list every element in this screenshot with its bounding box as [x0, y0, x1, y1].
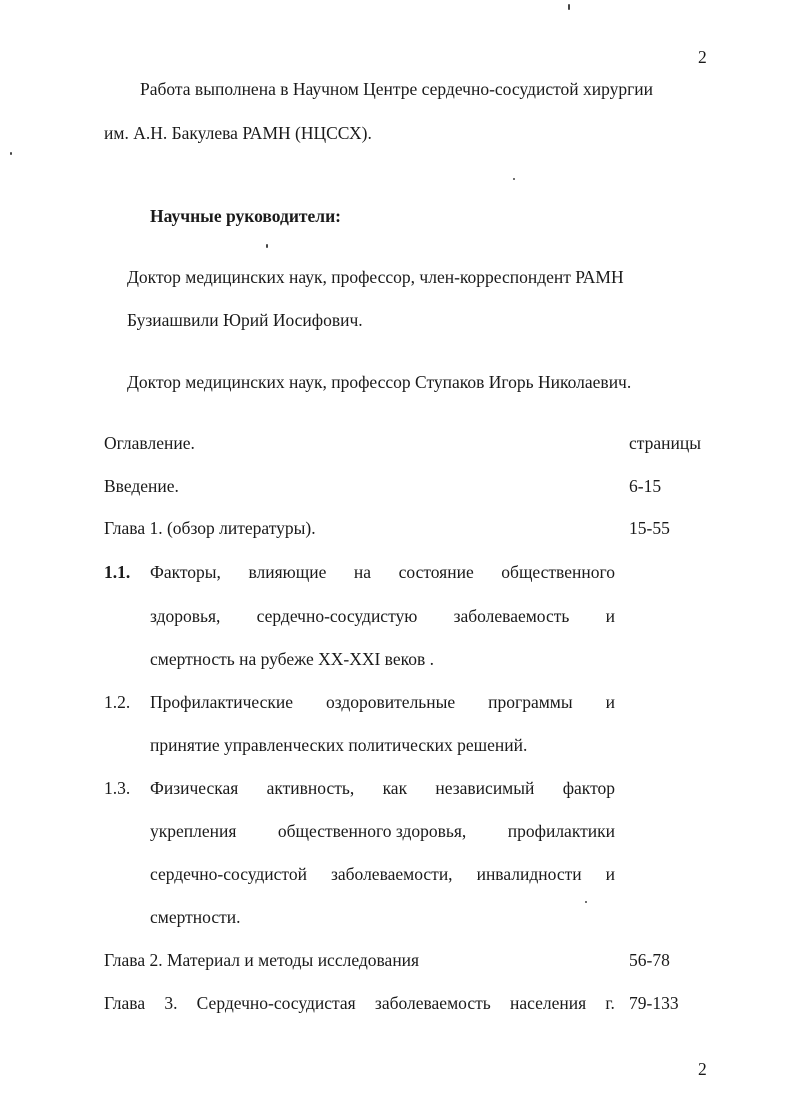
word: 3.: [164, 993, 178, 1013]
word: сердечно-сосудистую: [256, 606, 418, 626]
word: и: [605, 606, 615, 626]
word: общественного: [501, 562, 615, 582]
intro-line-1: Работа выполнена в Научном Центре сердечно-сосудистой хирургии: [140, 79, 654, 99]
word: Физическая: [150, 778, 239, 798]
toc-entry-chapter-2: Глава 2. Материал и методы исследования: [104, 950, 420, 970]
word: оздоровительные: [326, 692, 456, 712]
toc-title: Оглавление.: [104, 433, 195, 453]
toc-entry-intro: Введение.: [104, 476, 179, 496]
toc-entry-chapter-3: [104, 993, 615, 1014]
word: укрепления: [150, 821, 237, 841]
section-1-2-number: 1.2.: [104, 692, 131, 712]
page-number-top: 2: [698, 47, 707, 67]
word: как: [382, 778, 408, 798]
scan-speck: [10, 152, 12, 155]
word: заболеваемость: [374, 993, 491, 1013]
toc-entry-intro-pages: 6-15: [629, 476, 662, 496]
toc-pages-header: страницы: [629, 433, 701, 453]
word: независимый: [435, 778, 535, 798]
section-1-2-line-2: принятие управленческих политических решений.: [150, 735, 528, 755]
word: влияющие: [248, 562, 327, 582]
supervisor-2: Доктор медицинских наук, профессор Ступаков Игорь Николаевич.: [127, 372, 632, 392]
section-1-2-line-1: [150, 692, 615, 713]
word: и: [605, 692, 615, 712]
word: здоровья,: [150, 606, 221, 626]
word: и: [605, 864, 615, 884]
word: профилактики: [507, 821, 615, 841]
page-number-bottom: 2: [698, 1059, 707, 1079]
word: заболеваемость: [453, 606, 570, 626]
toc-entry-chapter-3-pages: 79-133: [629, 993, 679, 1013]
section-1-1-line-2: [150, 606, 615, 627]
toc-entry-chapter-1: Глава 1. (обзор литературы).: [104, 518, 316, 538]
section-1-3-line-2: [150, 821, 615, 842]
word: сердечно-сосудистой: [150, 864, 307, 884]
word: населения: [509, 993, 587, 1013]
word: состояние: [398, 562, 474, 582]
section-1-1-line-3: смертность на рубеже XX-XXI веков .: [150, 649, 434, 669]
word: Глава: [104, 993, 146, 1013]
word: общественного здоровья,: [277, 821, 467, 841]
word: Факторы,: [150, 562, 221, 582]
word: г.: [605, 993, 615, 1013]
word: активность,: [266, 778, 355, 798]
word: Сердечно-сосудистая: [196, 993, 356, 1013]
supervisors-heading: Научные руководители:: [150, 206, 342, 226]
section-1-3-line-1: [150, 778, 615, 799]
supervisor-1-line-1: Доктор медицинских наук, профессор, член-корреспондент РАМН: [127, 267, 624, 287]
toc-entry-chapter-1-pages: 15-55: [629, 518, 670, 538]
scan-speck: [513, 178, 515, 180]
section-1-1-number: 1.1.: [104, 562, 131, 582]
word: программы: [488, 692, 573, 712]
section-1-3-line-4: смертности.: [150, 907, 241, 927]
intro-line-2: им. А.Н. Бакулева РАМН (НЦССХ).: [104, 123, 372, 143]
word: заболеваемости,: [330, 864, 453, 884]
word: Профилактические: [150, 692, 294, 712]
section-1-3-line-3: [150, 864, 615, 885]
scan-speck: [568, 4, 570, 10]
scan-speck: [266, 244, 268, 248]
section-1-1-line-1: [150, 562, 615, 583]
supervisor-1-line-2: Бузиашвили Юрий Иосифович.: [127, 310, 363, 330]
word: фактор: [562, 778, 615, 798]
section-1-3-number: 1.3.: [104, 778, 131, 798]
scan-speck: [585, 901, 587, 903]
toc-entry-chapter-2-pages: 56-78: [629, 950, 670, 970]
word: на: [353, 562, 372, 582]
word: инвалидности: [476, 864, 582, 884]
